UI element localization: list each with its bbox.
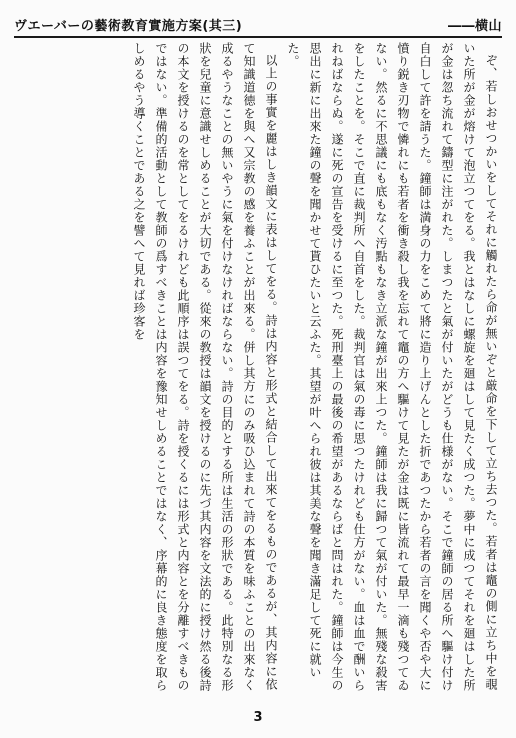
body-paragraph: 以上の事實を麗はしき韻文に表はしてをる。詩は内容と形式と結合して出來てをるものであるが、其内容に依て知識道徳を與へ又宗教の感を養ふことが出來る。併し其方にのみ吸ひ込まれて詩の本質を味ふことの出來なく成るやうなことの無いやうに氣を付けなければならない。詩の目的とする所は生活の形狀である。此特別なる形狀を兒童に意識せしめることが大切である。從來の教授は韻文を授けるのに先づ其内容を文法的に授け然る後詩の本文を授けるのを常としてをるけれども此順序は誤つてをる。詩を授くるには形式と内容とを分離すべきものではない。準備的活動として教師の爲すべきことは内容を豫知せしめることではなく、序幕的に良き態度を取らしめるやう導くことである之を譬へて見れば珍客を <box>132 42 278 692</box>
page-number: 3 <box>253 710 263 725</box>
body-paragraph: ぞ、若しおせつかいをしてそれに觸れたら命が無いぞと厳命を下して立ち去つた。若者は竈の側に立ち中を覗いた所が金が熔けて泡立つてをる。我とはなしに螺旋を廻はして見たく成つた。夢中に成つてそれを廻はした所が金は忽ち流れて鑄型に注がれた。しまつたと氣が付いたがどうも仕様がない。そこで鐘師の居る所へ驅け付け自白して許を請うた。鐘師は満身の力をこめて將に造り上げんとした折であつたから若者の言を聞くや否や大に憤り鋭き刃物で憐れにも若者を衝き殺し我を忘れて竈の方へ驅けて見たが金は既に皆流れて最早一滴も殘つてゐない。然るに不思議にも底もなく汚點もなき立派な鐘が出來上つた。鐘師は我に歸つて氣が付いた。無殘な殺害をしたことを。そこで直に裁判所へ自首をした。裁判官は氣の毒に思つたけれども仕方がない。血は血で酬いられねばならぬ。遂に死の宣告を受けるに至つた。死刑臺上の最後の希望があるならばと問はれた。鐘師は今生の思出に新に出來た鐘の聲を聞かせて貰ひたいと云ふた。其望が叶へられ彼は其美な聲を聞き滿足して死に就いた。 <box>286 42 498 692</box>
vertical-body-text <box>14 42 502 700</box>
running-head-author: ――横山 <box>447 18 502 34</box>
running-head-title: ヴエーバーの藝術教育實施方案(其三) <box>14 18 243 34</box>
running-head <box>14 12 502 38</box>
